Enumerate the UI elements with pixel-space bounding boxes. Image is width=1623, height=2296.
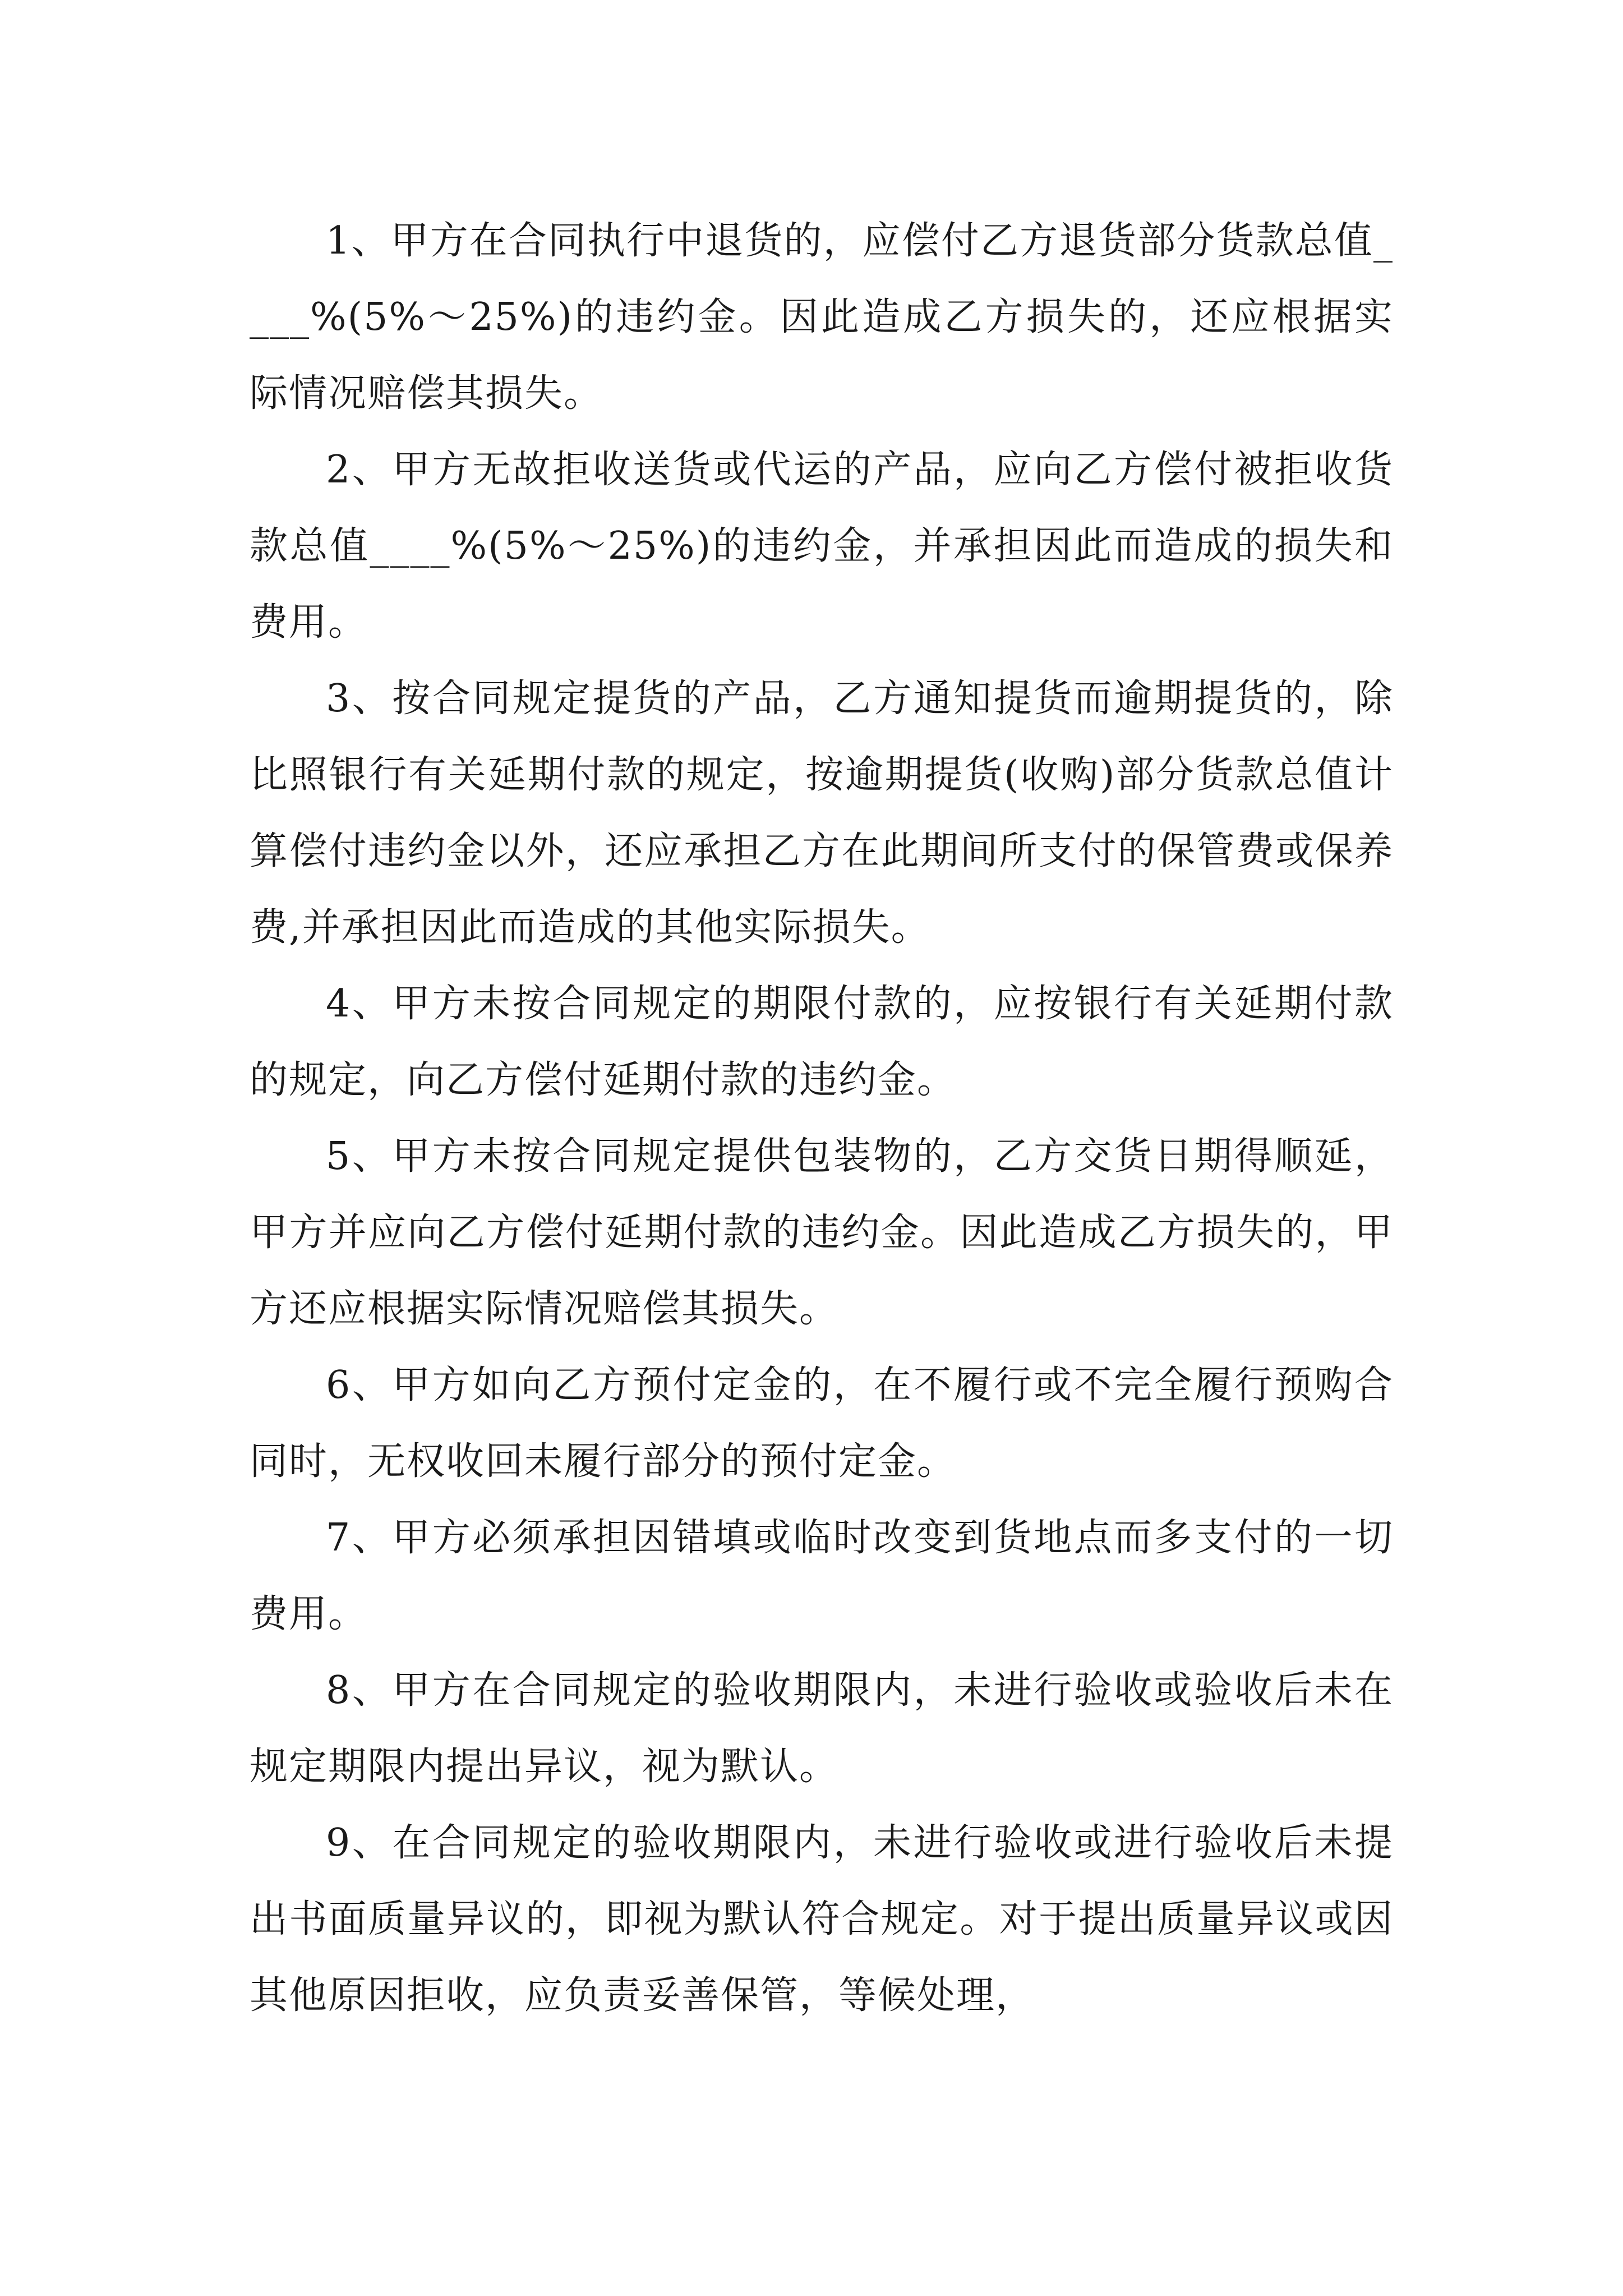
paragraph-3: 3、按合同规定提货的产品，乙方通知提货而逾期提货的，除比照银行有关延期付款的规定，按逾期提货(收购)部分货款总值计算偿付违约金以外，还应承担乙方在此期间所支付的保管费或保养费,并承担因此而造成的其他实际损失。 xyxy=(250,677,1394,950)
paragraph-7: 7、甲方必须承担因错填或临时改变到货地点而多支付的一切费用。 xyxy=(250,1516,1394,1636)
paragraph-2: 2、甲方无故拒收送货或代运的产品，应向乙方偿付被拒收货款总值____%(5%～25%)的违约金，并承担因此而造成的损失和费用。 xyxy=(250,448,1394,645)
paragraph-4: 4、甲方未按合同规定的期限付款的，应按银行有关延期付款的规定，向乙方偿付延期付款的违约金。 xyxy=(250,982,1394,1102)
paragraph-1: 1、甲方在合同执行中退货的，应偿付乙方退货部分货款总值____%(5%～25%)的违约金。因此造成乙方损失的，还应根据实际情况赔偿其损失。 xyxy=(250,219,1394,416)
document-body xyxy=(250,203,1394,2034)
paragraph-6: 6、甲方如向乙方预付定金的，在不履行或不完全履行预购合同时，无权收回未履行部分的预付定金。 xyxy=(250,1363,1394,1484)
paragraph-5: 5、甲方未按合同规定提供包装物的，乙方交货日期得顺延，甲方并应向乙方偿付延期付款的违约金。因此造成乙方损失的，甲方还应根据实际情况赔偿其损失。 xyxy=(250,1134,1394,1331)
paragraph-9: 9、在合同规定的验收期限内，未进行验收或进行验收后未提出书面质量异议的，即视为默认符合规定。对于提出质量异议或因其他原因拒收，应负责妥善保管，等候处理， xyxy=(250,1821,1394,2018)
paragraph-8: 8、甲方在合同规定的验收期限内，未进行验收或验收后未在规定期限内提出异议，视为默认。 xyxy=(250,1668,1394,1789)
